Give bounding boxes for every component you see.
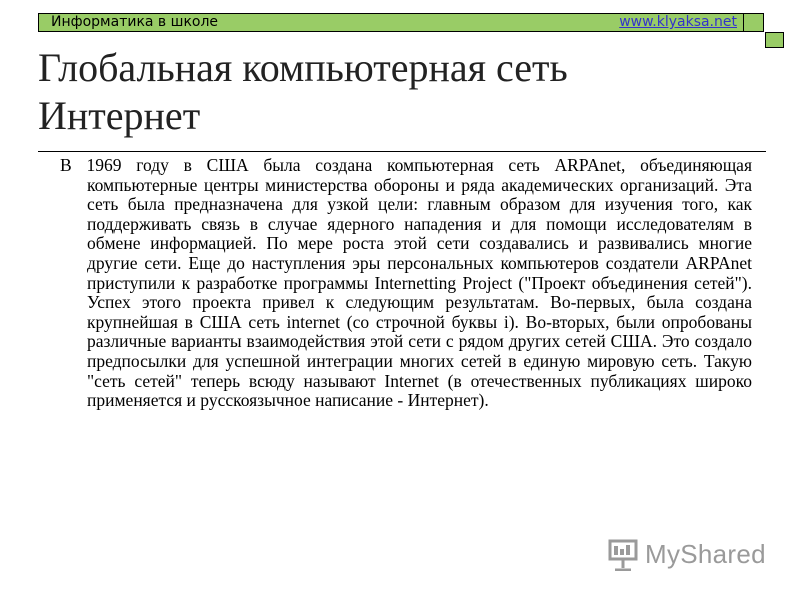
- site-link[interactable]: www.klyaksa.net: [619, 14, 737, 30]
- presentation-board-icon: [607, 537, 639, 571]
- header-corner-cell: [743, 14, 763, 31]
- slide-body-text: В 1969 году в США была создана компьютерная сеть ARPAnet, объединяющая компьютерные центры министерства обороны и ряда академических организаций. Эта сеть была предназначена для узкой цели: главным образом для изучения того, как поддерживать связь в случае ядерного нападения и для помощи исследователям в обмене информацией. По мере роста этой сети создавались и развивались многие другие сети. Еще до наступления эры персональных компьютеров создатели ARPAnet приступили к разработке программы Internetting Project ("Проект объединения сетей"). Успех этого проекта привел к следующим результатам. Во-первых, была создана крупнейшая в США сеть internet (со строчной буквы i). Во-вторых, были опробованы различные варианты взаимодействия этой сети с рядом других сетей США. Это создало предпосылки для успешной интеграции многих сетей в единую мировую сеть. Такую "сеть сетей" теперь всюду называют Internet (в отечественных публикациях широко применяется и русскоязычное написание - Интернет).: [60, 155, 752, 411]
- watermark-logo-text: MyShared: [645, 539, 766, 569]
- site-caption: Информатика в школе: [51, 14, 219, 30]
- slide-title: Глобальная компьютерная сеть Интернет: [38, 45, 568, 138]
- title-divider: [38, 151, 766, 152]
- watermark-logo: [607, 537, 766, 571]
- corner-decoration: [765, 32, 784, 48]
- header-bar: [38, 13, 764, 32]
